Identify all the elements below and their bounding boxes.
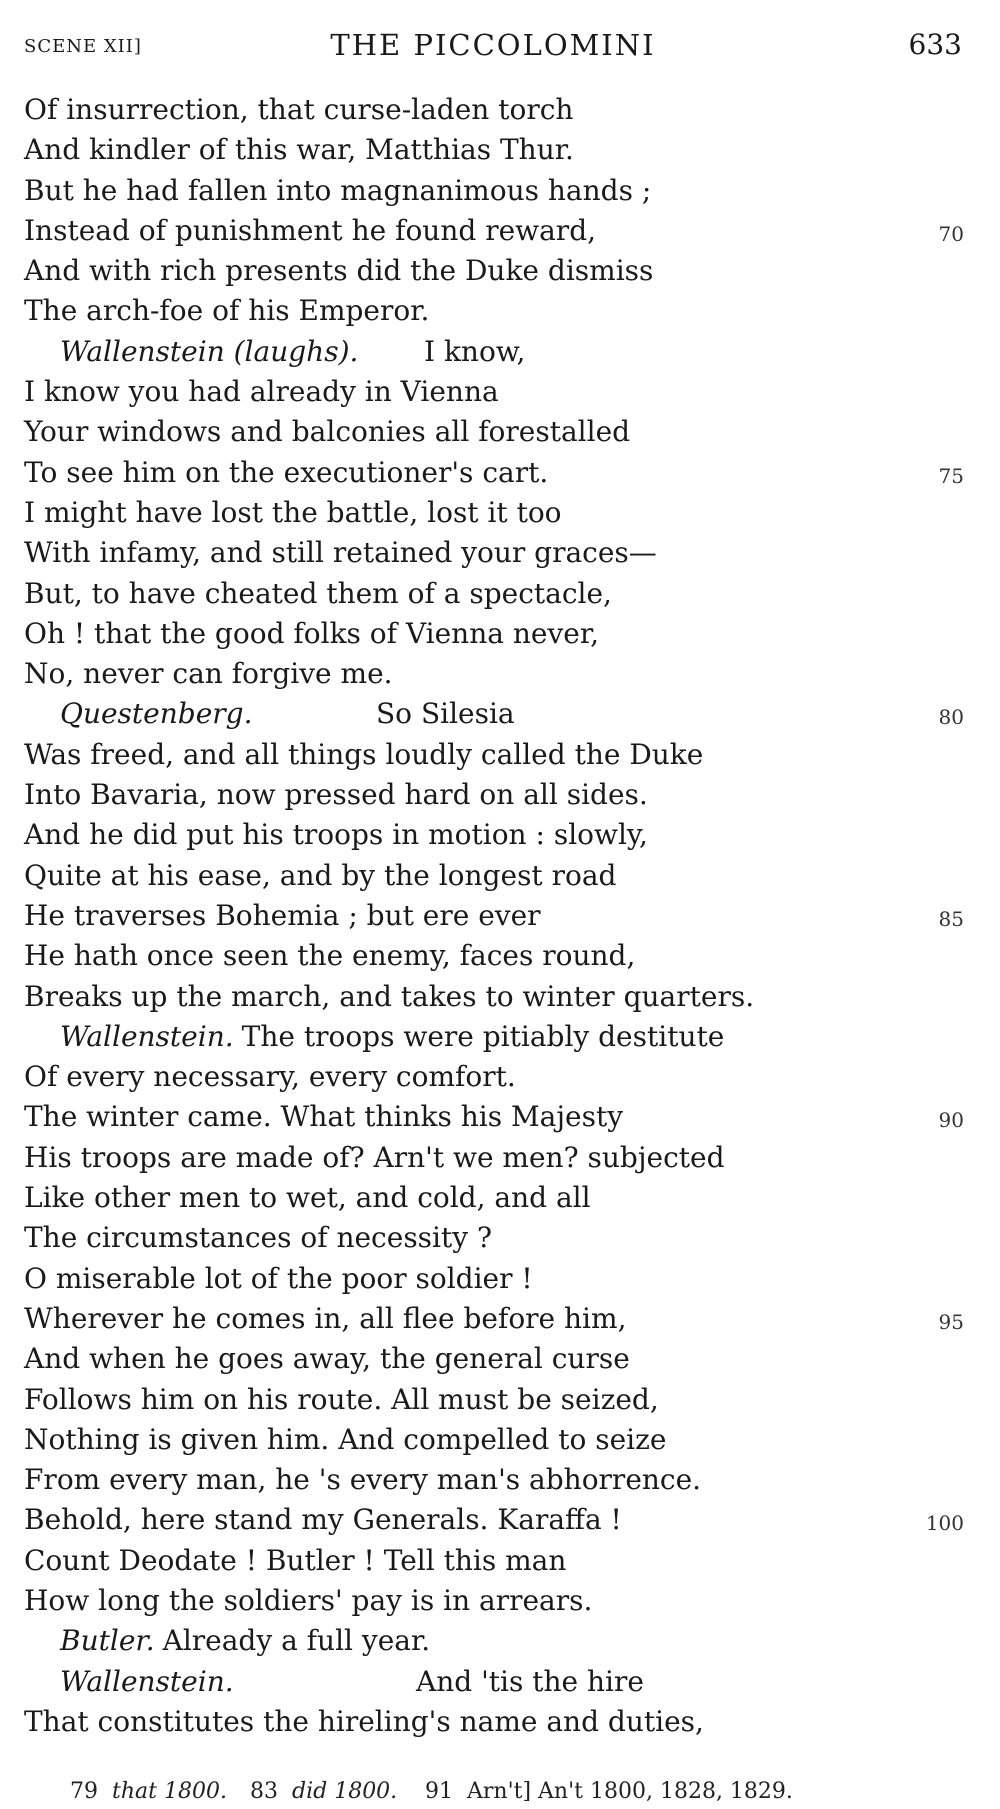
verse-text: I might have lost the battle, lost it too (24, 495, 562, 529)
verse-text: Into Bavaria, now pressed hard on all sides. (24, 778, 648, 812)
verse-line (24, 1057, 964, 1097)
verse-line (24, 1581, 964, 1621)
verse-text: I know you had already in Vienna (24, 375, 499, 409)
verse-text: From every man, he 's every man's abhorrence. (24, 1463, 702, 1497)
verse-text: The arch-foe of his Emperor. (24, 294, 430, 328)
verse-line (24, 896, 964, 936)
speaker-name: Questenberg. (60, 697, 253, 731)
verse-line (24, 735, 964, 775)
verse-text: Your windows and balconies all forestalled (24, 415, 631, 449)
line-number: 70 (938, 221, 964, 246)
verse-line (24, 815, 964, 855)
page-title: THE PICCOLOMINI (330, 28, 656, 62)
verse-text: His troops are made of? Arn't we men? subjected (24, 1140, 725, 1174)
speaker-name: Wallenstein. (60, 1664, 234, 1698)
verse-text: No, never can forgive me. (24, 657, 393, 691)
verse-text: Of insurrection, that curse-laden torch (24, 93, 574, 126)
verse-line (24, 1541, 964, 1581)
line-number: 80 (938, 705, 964, 730)
verse-line (24, 90, 964, 130)
footnote: 83 did 1800. (250, 1779, 398, 1804)
verse-line (24, 694, 964, 734)
verse-text: The circumstances of necessity ? (24, 1221, 492, 1255)
verse-line (24, 412, 964, 452)
verse-line (24, 1178, 964, 1218)
verse-line (24, 372, 964, 412)
verse-line (24, 1339, 964, 1379)
running-header (24, 28, 962, 68)
speaker-name: Butler. (60, 1624, 155, 1658)
verse-line (24, 1380, 964, 1420)
scene-label: SCENE XII] (24, 36, 142, 57)
line-number: 100 (925, 1511, 964, 1536)
verse-line (24, 1097, 964, 1137)
verse-text: But he had fallen into magnanimous hands ; (24, 173, 652, 207)
verse-text: Nothing is given him. And compelled to seize (24, 1422, 667, 1456)
verse-line (24, 1138, 964, 1178)
speaker-name: Wallenstein. (60, 1019, 234, 1053)
speaker-name: Wallenstein (laughs). (60, 334, 359, 368)
verse-line (24, 1420, 964, 1460)
verse-text: And kindler of this war, Matthias Thur. (24, 133, 574, 167)
verse-text: Breaks up the march, and takes to winter quarters. (24, 979, 755, 1013)
footnote: 79 that 1800. (70, 1779, 227, 1804)
verse-text: Like other men to wet, and cold, and all (24, 1181, 591, 1215)
verse-line (24, 654, 964, 694)
verse-line (24, 574, 964, 614)
verse-text: Oh ! that the good folks of Vienna never, (24, 616, 600, 650)
page-number: 633 (908, 28, 962, 61)
verse-text: I know, (424, 334, 526, 368)
verse-text: The troops were pitiably destitute (241, 1019, 725, 1053)
verse-line (24, 936, 964, 976)
verse-text: Already a full year. (162, 1624, 431, 1658)
verse-text: And 'tis the hire (416, 1664, 644, 1698)
verse-line (24, 1259, 964, 1299)
verse-line (24, 1218, 964, 1258)
verse-line (24, 977, 964, 1017)
verse-line (24, 171, 964, 211)
line-number: 75 (938, 463, 964, 488)
verse-line (24, 775, 964, 815)
verse-text: Was freed, and all things loudly called the Duke (24, 737, 704, 771)
verse-line (24, 1621, 964, 1661)
verse-text: How long the soldiers' pay is in arrears. (24, 1583, 593, 1617)
verse-line (24, 1662, 964, 1702)
verse-line (24, 614, 964, 654)
verse-text: Follows him on his route. All must be seized, (24, 1382, 659, 1416)
verse-line (24, 1299, 964, 1339)
verse-line (24, 291, 964, 331)
verse-line (24, 1017, 964, 1057)
line-number: 85 (938, 906, 964, 931)
verse-line (24, 251, 964, 291)
verse-text: But, to have cheated them of a spectacle, (24, 576, 612, 610)
verse-line (24, 1702, 964, 1742)
verse-text: And with rich presents did the Duke dismiss (24, 254, 654, 288)
verse-text: To see him on the executioner's cart. (24, 455, 549, 489)
verse-line (24, 493, 964, 533)
verse-body (24, 90, 964, 1742)
verse-line (24, 1500, 964, 1540)
verse-text: Quite at his ease, and by the longest road (24, 858, 617, 892)
footnote: 91 Arn't] An't 1800, 1828, 1829. (425, 1779, 793, 1804)
verse-text: So Silesia (376, 697, 515, 731)
verse-text: He traverses Bohemia ; but ere ever (24, 898, 541, 932)
line-number: 95 (938, 1309, 964, 1334)
verse-text: He hath once seen the enemy, faces round, (24, 939, 636, 973)
verse-text: With infamy, and still retained your graces— (24, 536, 657, 570)
verse-line (24, 1460, 964, 1500)
line-number: 90 (938, 1108, 964, 1133)
verse-text: Count Deodate ! Butler ! Tell this man (24, 1543, 567, 1577)
verse-text: And he did put his troops in motion : slowly, (24, 818, 648, 852)
verse-line (24, 453, 964, 493)
verse-line (24, 856, 964, 896)
verse-line (24, 533, 964, 573)
verse-text: Of every necessary, every comfort. (24, 1060, 516, 1094)
verse-text: Behold, here stand my Generals. Karaffa ! (24, 1503, 622, 1537)
verse-line (24, 211, 964, 251)
verse-line (24, 130, 964, 170)
verse-text: Wherever he comes in, all flee before him, (24, 1301, 627, 1335)
verse-line (24, 332, 964, 372)
verse-text: The winter came. What thinks his Majesty (24, 1100, 624, 1134)
verse-text: Instead of punishment he found reward, (24, 213, 597, 247)
verse-text: O miserable lot of the poor soldier ! (24, 1261, 533, 1295)
verse-text: And when he goes away, the general curse (24, 1342, 630, 1376)
verse-text: That constitutes the hireling's name and duties, (24, 1704, 704, 1738)
